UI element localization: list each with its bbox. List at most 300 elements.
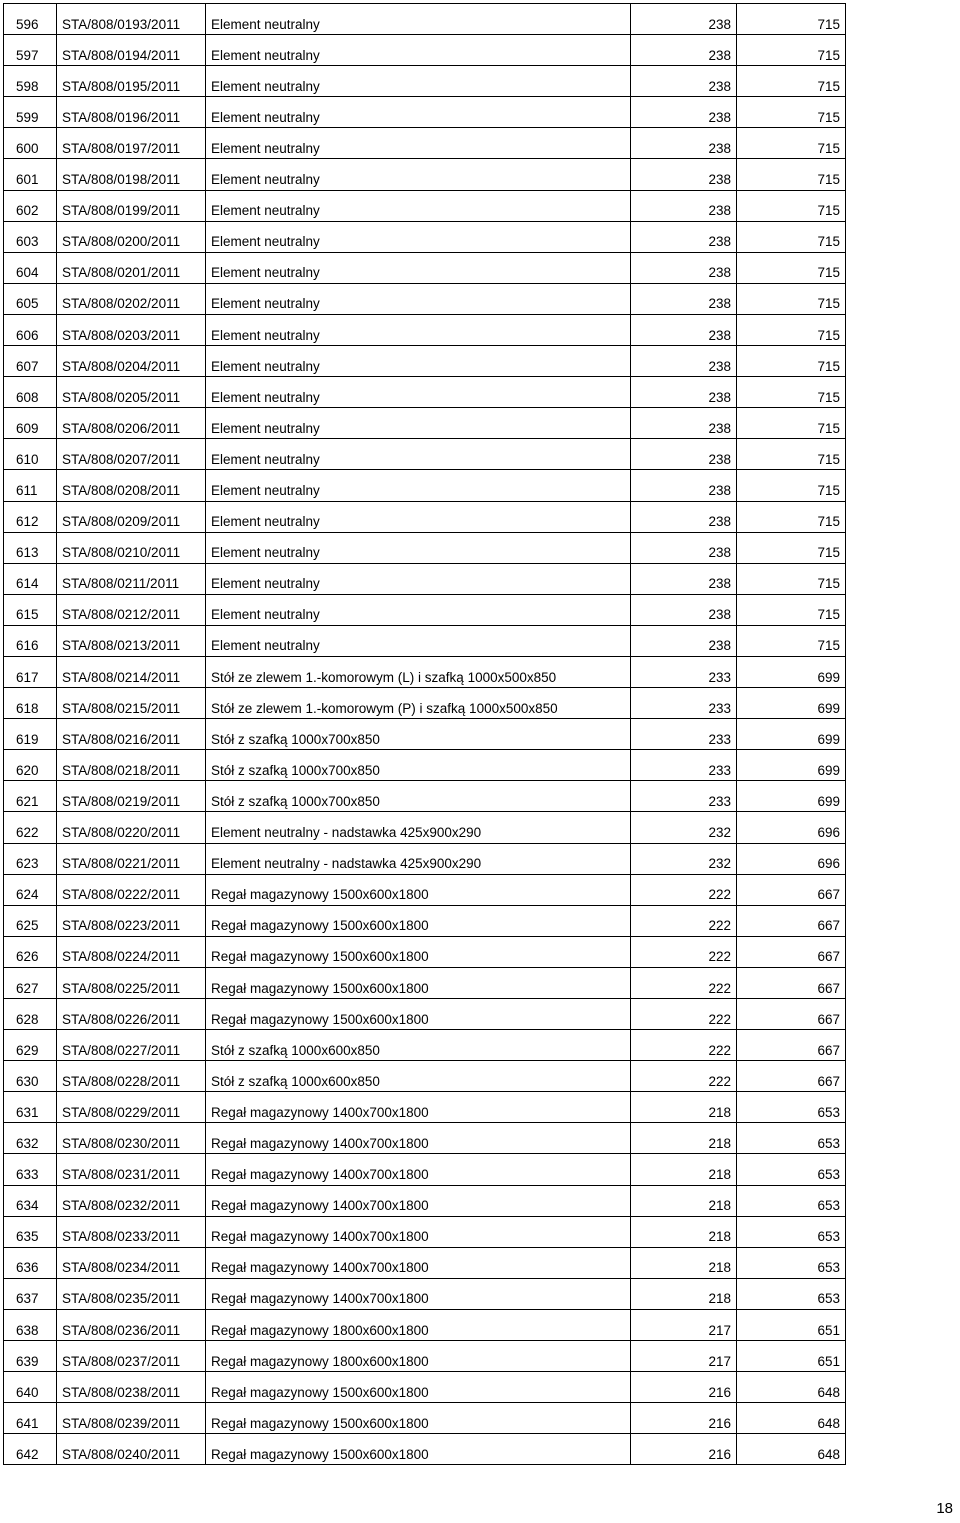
item-name-cell-text: Element neutralny [211,109,320,125]
value-b-cell-text: 715 [817,78,840,94]
inventory-number-cell [57,128,206,159]
value-b-cell [737,874,846,905]
row-number-cell [4,594,57,625]
inventory-number-cell-text: STA/808/0218/2011 [62,762,181,778]
row-number-cell-text: 599 [16,109,39,125]
value-a-cell [631,532,737,563]
inventory-number-cell [57,1247,206,1278]
value-b-cell [737,532,846,563]
table-row [4,719,846,750]
inventory-number-cell [57,1061,206,1092]
value-b-cell [737,314,846,345]
inventory-number-cell [57,1123,206,1154]
inventory-number-cell [57,314,206,345]
value-a-cell [631,936,737,967]
item-name-cell [206,97,631,128]
table-row [4,470,846,501]
item-name-cell [206,1434,631,1465]
row-number-cell-text: 634 [16,1198,39,1214]
inventory-number-cell-text: STA/808/0234/2011 [62,1260,181,1276]
inventory-number-cell-text: STA/808/0229/2011 [62,1104,181,1120]
table-row [4,1061,846,1092]
inventory-number-cell-text: STA/808/0225/2011 [62,980,181,996]
row-number-cell [4,190,57,221]
item-name-cell-text: Element neutralny [211,296,320,312]
value-b-cell [737,159,846,190]
row-number-cell-text: 608 [16,389,39,405]
inventory-number-cell-text: STA/808/0239/2011 [62,1415,181,1431]
inventory-number-cell-text: STA/808/0220/2011 [62,825,181,841]
value-a-cell [631,1434,737,1465]
row-number-cell [4,35,57,66]
value-b-cell [737,190,846,221]
value-b-cell [737,563,846,594]
inventory-number-cell-text: STA/808/0202/2011 [62,296,181,312]
value-b-cell [737,1123,846,1154]
inventory-number-cell [57,967,206,998]
value-a-cell [631,1247,737,1278]
row-number-cell [4,252,57,283]
table-row [4,625,846,656]
item-name-cell-text: Element neutralny [211,327,320,343]
table-row [4,501,846,532]
item-name-cell-text: Regał magazynowy 1500x600x1800 [211,1446,429,1462]
row-number-cell [4,1278,57,1309]
item-name-cell [206,1092,631,1123]
item-name-cell [206,999,631,1030]
row-number-cell-text: 612 [16,514,39,530]
row-number-cell-text: 607 [16,358,39,374]
row-number-cell-text: 618 [16,700,39,716]
row-number-cell-text: 602 [16,203,39,219]
row-number-cell [4,314,57,345]
row-number-cell [4,563,57,594]
inventory-number-cell-text: STA/808/0231/2011 [62,1167,181,1183]
row-number-cell-text: 627 [16,980,39,996]
value-a-cell-text: 216 [708,1415,731,1431]
item-name-cell-text: Element neutralny [211,389,320,405]
item-name-cell [206,625,631,656]
inventory-number-cell-text: STA/808/0200/2011 [62,234,181,250]
value-a-cell-text: 238 [708,638,731,654]
value-a-cell [631,1372,737,1403]
row-number-cell-text: 637 [16,1291,39,1307]
value-b-cell-text: 715 [817,576,840,592]
value-b-cell-text: 696 [817,825,840,841]
value-b-cell [737,439,846,470]
value-a-cell [631,967,737,998]
value-a-cell-text: 218 [708,1135,731,1151]
row-number-cell-text: 633 [16,1167,39,1183]
table-row [4,967,846,998]
table-row [4,781,846,812]
table-row [4,128,846,159]
item-name-cell [206,66,631,97]
value-b-cell-text: 715 [817,545,840,561]
value-a-cell-text: 222 [708,1042,731,1058]
item-name-cell-text: Regał magazynowy 1400x700x1800 [211,1167,429,1183]
value-b-cell [737,408,846,439]
value-b-cell-text: 715 [817,172,840,188]
table-row [4,594,846,625]
table-row [4,1092,846,1123]
value-b-cell [737,625,846,656]
item-name-cell-text: Regał magazynowy 1500x600x1800 [211,1415,429,1431]
table-row [4,1185,846,1216]
item-name-cell-text: Stół z szafką 1000x700x850 [211,731,380,747]
inventory-number-cell [57,1030,206,1061]
value-b-cell-text: 648 [817,1446,840,1462]
table-row [4,1216,846,1247]
inventory-number-cell [57,4,206,35]
row-number-cell [4,1030,57,1061]
table-row [4,1030,846,1061]
inventory-number-cell [57,1434,206,1465]
item-name-cell-text: Stół z szafką 1000x600x850 [211,1073,380,1089]
value-b-cell [737,688,846,719]
value-a-cell [631,1278,737,1309]
inventory-number-cell-text: STA/808/0226/2011 [62,1011,181,1027]
value-b-cell-text: 699 [817,700,840,716]
table-row [4,408,846,439]
row-number-cell [4,688,57,719]
table-row [4,532,846,563]
value-a-cell-text: 232 [708,825,731,841]
value-a-cell-text: 238 [708,420,731,436]
item-name-cell-text: Element neutralny [211,47,320,63]
value-b-cell-text: 715 [817,451,840,467]
row-number-cell [4,408,57,439]
table-row [4,1372,846,1403]
value-a-cell [631,1123,737,1154]
item-name-cell-text: Regał magazynowy 1500x600x1800 [211,1011,429,1027]
value-a-cell [631,221,737,252]
value-b-cell-text: 715 [817,514,840,530]
inventory-table [3,3,846,1465]
value-a-cell-text: 233 [708,731,731,747]
item-name-cell [206,252,631,283]
value-a-cell [631,1341,737,1372]
value-a-cell-text: 218 [708,1198,731,1214]
item-name-cell-text: Regał magazynowy 1500x600x1800 [211,949,429,965]
inventory-number-cell-text: STA/808/0240/2011 [62,1446,181,1462]
table-row [4,439,846,470]
value-a-cell-text: 238 [708,545,731,561]
item-name-cell [206,35,631,66]
inventory-number-cell [57,781,206,812]
inventory-number-cell-text: STA/808/0205/2011 [62,389,181,405]
value-b-cell [737,750,846,781]
item-name-cell [206,936,631,967]
item-name-cell [206,532,631,563]
item-name-cell [206,1185,631,1216]
row-number-cell-text: 604 [16,265,39,281]
inventory-number-cell-text: STA/808/0222/2011 [62,887,181,903]
inventory-number-cell [57,999,206,1030]
inventory-number-cell-text: STA/808/0206/2011 [62,420,181,436]
item-name-cell [206,346,631,377]
value-a-cell [631,563,737,594]
value-a-cell [631,999,737,1030]
value-b-cell [737,283,846,314]
item-name-cell [206,1372,631,1403]
item-name-cell-text: Stół z szafką 1000x700x850 [211,762,380,778]
value-b-cell [737,905,846,936]
row-number-cell [4,4,57,35]
value-a-cell [631,377,737,408]
inventory-number-cell [57,874,206,905]
item-name-cell [206,563,631,594]
value-b-cell [737,781,846,812]
inventory-number-cell [57,35,206,66]
value-a-cell [631,719,737,750]
value-b-cell [737,252,846,283]
value-b-cell [737,35,846,66]
value-a-cell-text: 238 [708,203,731,219]
value-b-cell [737,999,846,1030]
inventory-number-cell [57,501,206,532]
item-name-cell-text: Stół z szafką 1000x600x850 [211,1042,380,1058]
table-row [4,656,846,687]
value-a-cell [631,656,737,687]
inventory-number-cell [57,563,206,594]
row-number-cell-text: 615 [16,607,39,623]
value-a-cell-text: 238 [708,47,731,63]
value-b-cell-text: 715 [817,607,840,623]
item-name-cell-text: Element neutralny [211,172,320,188]
item-name-cell-text: Element neutralny [211,265,320,281]
value-b-cell [737,1185,846,1216]
table-row [4,1247,846,1278]
row-number-cell [4,1216,57,1247]
value-b-cell [737,501,846,532]
row-number-cell [4,781,57,812]
inventory-number-cell-text: STA/808/0233/2011 [62,1229,181,1245]
item-name-cell [206,283,631,314]
value-a-cell-text: 233 [708,700,731,716]
row-number-cell-text: 617 [16,669,39,685]
inventory-number-cell [57,688,206,719]
row-number-cell [4,1061,57,1092]
inventory-number-cell [57,812,206,843]
item-name-cell [206,1123,631,1154]
table-row [4,346,846,377]
value-b-cell-text: 699 [817,793,840,809]
table-row [4,252,846,283]
row-number-cell [4,967,57,998]
row-number-cell [4,1434,57,1465]
row-number-cell [4,1092,57,1123]
inventory-number-cell [57,656,206,687]
value-b-cell-text: 699 [817,762,840,778]
value-a-cell [631,408,737,439]
value-a-cell-text: 222 [708,1073,731,1089]
value-b-cell-text: 715 [817,358,840,374]
row-number-cell [4,532,57,563]
row-number-cell-text: 642 [16,1446,39,1462]
value-a-cell [631,1216,737,1247]
value-b-cell [737,377,846,408]
inventory-number-cell-text: STA/808/0216/2011 [62,731,181,747]
value-a-cell-text: 233 [708,669,731,685]
value-a-cell-text: 232 [708,856,731,872]
inventory-number-cell-text: STA/808/0230/2011 [62,1135,181,1151]
row-number-cell-text: 638 [16,1322,39,1338]
table-row [4,874,846,905]
row-number-cell [4,439,57,470]
page-number: 18 [936,1500,953,1517]
value-b-cell [737,1372,846,1403]
inventory-number-cell-text: STA/808/0232/2011 [62,1198,181,1214]
value-b-cell-text: 648 [817,1384,840,1400]
item-name-cell [206,781,631,812]
table-row [4,314,846,345]
table-row [4,1154,846,1185]
item-name-cell [206,128,631,159]
value-b-cell-text: 651 [817,1322,840,1338]
value-a-cell [631,812,737,843]
item-name-cell-text: Element neutralny [211,483,320,498]
row-number-cell [4,283,57,314]
value-b-cell-text: 715 [817,16,840,32]
item-name-cell [206,190,631,221]
value-b-cell [737,66,846,97]
inventory-number-cell [57,346,206,377]
row-number-cell-text: 630 [16,1073,39,1089]
table-row [4,999,846,1030]
value-b-cell [737,1216,846,1247]
inventory-number-cell [57,594,206,625]
value-b-cell [737,594,846,625]
item-name-cell-text: Element neutralny [211,576,320,592]
table-row [4,1341,846,1372]
inventory-number-cell [57,719,206,750]
value-a-cell-text: 222 [708,949,731,965]
value-b-cell [737,97,846,128]
table-row [4,283,846,314]
value-b-cell-text: 696 [817,856,840,872]
inventory-number-cell-text: STA/808/0204/2011 [62,358,181,374]
value-a-cell-text: 222 [708,918,731,934]
item-name-cell [206,1216,631,1247]
item-name-cell-text: Stół ze zlewem 1.-komorowym (P) i szafką 1000x500x850 [211,700,558,716]
value-a-cell [631,688,737,719]
value-a-cell-text: 233 [708,762,731,778]
value-b-cell [737,1247,846,1278]
item-name-cell [206,688,631,719]
item-name-cell-text: Regał magazynowy 1500x600x1800 [211,918,429,934]
table-row [4,936,846,967]
value-a-cell [631,594,737,625]
value-a-cell-text: 218 [708,1291,731,1307]
value-a-cell [631,905,737,936]
item-name-cell-text: Regał magazynowy 1400x700x1800 [211,1291,429,1307]
item-name-cell-text: Element neutralny [211,638,320,654]
item-name-cell [206,1030,631,1061]
item-name-cell-text: Element neutralny [211,514,320,530]
row-number-cell-text: 622 [16,825,39,841]
item-name-cell-text: Regał magazynowy 1800x600x1800 [211,1353,429,1369]
row-number-cell-text: 623 [16,856,39,872]
value-b-cell [737,936,846,967]
row-number-cell [4,812,57,843]
inventory-number-cell-text: STA/808/0214/2011 [62,669,181,685]
value-b-cell-text: 667 [817,1073,840,1089]
table-row [4,1123,846,1154]
value-a-cell-text: 218 [708,1167,731,1183]
inventory-number-cell-text: STA/808/0238/2011 [62,1384,181,1400]
row-number-cell [4,1247,57,1278]
row-number-cell-text: 635 [16,1229,39,1245]
item-name-cell-text: Element neutralny [211,358,320,374]
row-number-cell-text: 632 [16,1135,39,1151]
value-b-cell [737,346,846,377]
item-name-cell [206,874,631,905]
item-name-cell-text: Regał magazynowy 1500x600x1800 [211,887,429,903]
row-number-cell-text: 600 [16,140,39,156]
item-name-cell [206,812,631,843]
value-a-cell-text: 238 [708,514,731,530]
value-a-cell [631,1185,737,1216]
inventory-number-cell-text: STA/808/0194/2011 [62,47,181,63]
value-b-cell [737,1092,846,1123]
inventory-number-cell [57,439,206,470]
inventory-number-cell-text: STA/808/0209/2011 [62,514,181,530]
value-b-cell-text: 653 [817,1167,840,1183]
row-number-cell [4,470,57,501]
inventory-number-cell [57,1372,206,1403]
row-number-cell-text: 631 [16,1104,39,1120]
value-a-cell-text: 222 [708,1011,731,1027]
inventory-number-cell [57,221,206,252]
value-a-cell-text: 216 [708,1384,731,1400]
row-number-cell-text: 624 [16,887,39,903]
value-b-cell [737,1030,846,1061]
row-number-cell-text: 636 [16,1260,39,1276]
value-b-cell-text: 699 [817,669,840,685]
inventory-number-cell [57,1341,206,1372]
inventory-number-cell-text: STA/808/0197/2011 [62,140,181,156]
row-number-cell-text: 614 [16,576,39,592]
value-a-cell [631,781,737,812]
inventory-number-cell [57,283,206,314]
value-b-cell [737,221,846,252]
value-b-cell-text: 653 [817,1104,840,1120]
item-name-cell-text: Element neutralny [211,451,320,467]
value-b-cell [737,1278,846,1309]
value-b-cell-text: 667 [817,1042,840,1058]
value-b-cell [737,1434,846,1465]
inventory-number-cell-text: STA/808/0195/2011 [62,78,181,94]
inventory-number-cell [57,470,206,501]
value-b-cell [737,843,846,874]
inventory-number-cell-text: STA/808/0227/2011 [62,1042,181,1058]
item-name-cell-text: Stół ze zlewem 1.-komorowym (L) i szafką 1000x500x850 [211,669,557,685]
value-b-cell [737,719,846,750]
table-row [4,97,846,128]
inventory-number-cell [57,1278,206,1309]
row-number-cell-text: 596 [16,16,39,32]
item-name-cell [206,1061,631,1092]
value-b-cell-text: 715 [817,327,840,343]
value-a-cell-text: 238 [708,483,731,498]
inventory-number-cell-text: STA/808/0223/2011 [62,918,181,934]
row-number-cell-text: 616 [16,638,39,654]
item-name-cell [206,1154,631,1185]
value-b-cell-text: 715 [817,47,840,63]
value-a-cell [631,1309,737,1340]
value-b-cell [737,1061,846,1092]
